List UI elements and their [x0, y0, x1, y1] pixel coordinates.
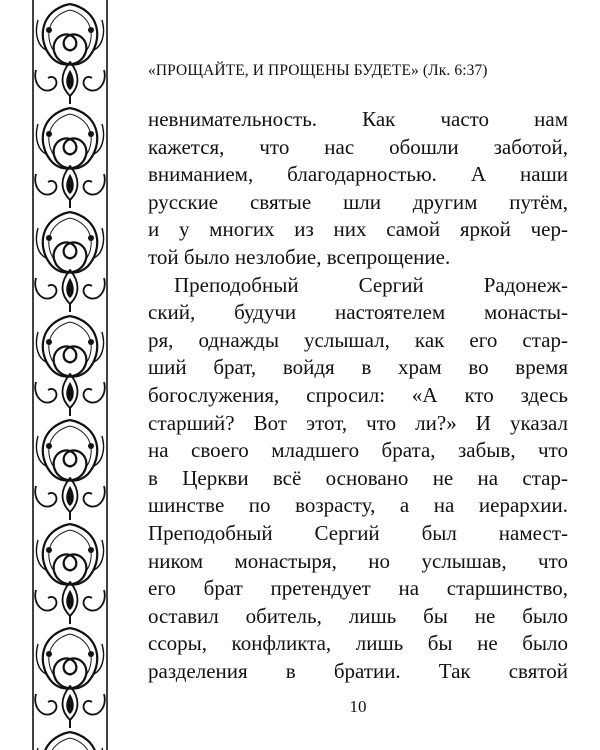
page-number: 10: [349, 697, 367, 716]
body-line: его брат претендует на старшинство,: [148, 576, 568, 601]
body-line: кажется, что нас обошли заботой,: [148, 134, 568, 159]
body-text: [148, 106, 568, 685]
body-line: старший? Вот этот, что ли?» И указал: [148, 410, 568, 435]
body-line: ником монастыря, но услышав, что: [148, 548, 568, 573]
body-line: разделения в братии. Так святой: [148, 658, 568, 683]
body-line: вниманием, благодарностью. А наши: [148, 162, 568, 187]
body-line: русские святые шли другим путём,: [148, 189, 568, 214]
body-line: невнимательность. Как часто нам: [148, 107, 568, 131]
ornamental-border: [30, 0, 110, 750]
body-line: в Церкви всё основано не на стар-: [148, 465, 568, 490]
body-line: ший брат, войдя в храм во время: [148, 355, 568, 380]
body-line: ря, однажды услышал, как его стар-: [148, 327, 568, 352]
body-line: ссоры, конфликта, лишь бы не было: [148, 631, 568, 656]
body-line: шинстве по возрасту, а на иерархии.: [148, 493, 568, 518]
body-line: той было незлобие, всепрощение.: [148, 244, 451, 269]
header-reference: (Лк. 6:37): [422, 62, 488, 79]
body-line: оставил обитель, лишь бы не было: [148, 603, 568, 628]
body-line: на своего младшего брата, забыв, что: [148, 438, 568, 463]
body-line: богослужения, спросил: «А кто здесь: [148, 382, 568, 407]
running-header: [148, 62, 568, 80]
paragraph-start: Преподобный Сергий Радонеж-: [174, 272, 568, 297]
body-line: Преподобный Сергий был намест-: [148, 520, 568, 545]
header-title: «ПРОЩАЙТЕ, И ПРОЩЕНЫ БУДЕТЕ»: [148, 62, 419, 79]
body-line: и у многих из них самой яркой чер-: [148, 217, 568, 242]
body-line: ский, будучи настоятелем монасты-: [148, 300, 568, 325]
